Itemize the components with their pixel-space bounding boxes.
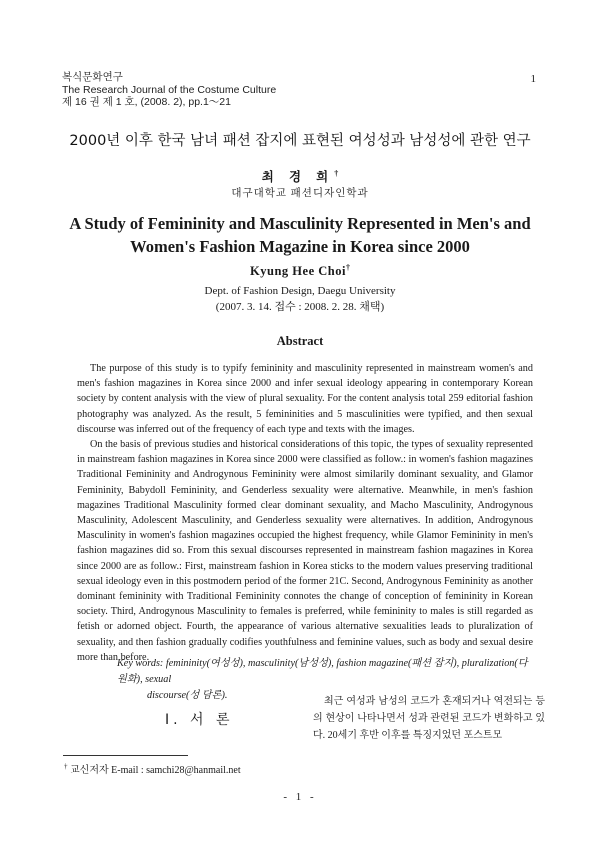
abstract-heading: Abstract [276, 334, 324, 348]
journal-name-en: The Research Journal of the Costume Culture [62, 83, 277, 96]
footnote [64, 761, 241, 776]
author-english [0, 263, 600, 279]
keywords-line2: discourse(성 담론). [147, 690, 228, 701]
title-english-line1: A Study of Femininity and Masculinity Represented in Men's and [69, 214, 531, 233]
title-english-line2: Women's Fashion Magazine in Korea since 2000 [130, 237, 470, 256]
footnote-mark: † [64, 762, 68, 771]
author-mark-kr: † [334, 168, 339, 178]
received-accepted-dates: (2007. 3. 14. 접수 : 2008. 2. 28. 채택) [215, 301, 385, 313]
affiliation-korean: 대구대학교 패션디자인학과 [231, 188, 369, 199]
footnote-text: 교신저자 E-mail : samchi28@hanmail.net [70, 765, 241, 776]
body-text-korean [313, 693, 545, 744]
affiliation-english: Dept. of Fashion Design, Daegu University [204, 285, 396, 297]
keywords-line1: Key words: femininity(여성성), masculinity(남성성), fashion magazine(패션 잡지), pluralization(다원화), sexual [117, 658, 528, 685]
footnote-rule [63, 755, 188, 756]
journal-name-kr: 복식문화연구 [62, 71, 123, 83]
title-english [0, 212, 600, 258]
section-heading-introduction: I. 서 론 [165, 712, 234, 728]
page-number-top: 1 [530, 73, 536, 85]
abstract-paragraph-1: The purpose of this study is to typify femininity and masculinity represented in mainstream women's and men's fashion magazines in Korea since 2000 and infer sexual ideology appearing in contemporary Korean society by content analysis with the view of plural sexuality. For the content analysis total 259 editorial fashion photography was analyzed. As the result, 5 femininities and 5 masculinities were typified, and then sexual discourse was inferred out of the frequency of each type and texts with the images. [77, 363, 533, 435]
author-mark-en: † [345, 263, 350, 272]
page-number-bottom: - 1 - [283, 791, 317, 803]
author-korean-name: 최 경 희 [261, 170, 335, 184]
abstract-paragraph-2: On the basis of previous studies and historical considerations of this topic, the types of sexuality represented in mainstream fashion magazines in Korea since 2000 were classified as follow.: in women's fashion magazines Traditional Femininity and Androgynous Femininity were almost similarily dominant sexuality, and Glamor Femininity, Babydoll Femininity, and Genderless sexuality were alternative. Meanwhile, in men's fashion magazines Traditional Masculinity formed clear dominant sexuality, and Macho Masculinity, Androgynous Masculinity, Adolescent Masculinity, and Genderless sexuality were alternatives. In addition, Androgynous Masculinity in women's fashion magazines occupied the highest frequency, while Glamor Femininity in men's fashion magazines did so. From this sexual discourses represented in mainstream fashion magazines in Korea since 2000 are as follow.: First, mainstream fashion in Korea sticks to the modern values preserving traditional sexual ideology even in this postmodern period of the former 21C. Second, Androgynous Femininity as another dominant femininity with Traditional Femininity connotes the change of conception of femininity in Korean society. Third, Androgynous Masculinity to females is preferred, while femininity to males is still regarded as fetish or adorned object. Fourth, the appearance of various alternative sexualities leads to pluralization of sexuality, and then fashion gradually codifies youthfulness and feminine values, such as body and sexual desire more than before. [77, 439, 533, 663]
affiliation-english-block [0, 283, 600, 315]
author-english-name: Kyung Hee Choi [250, 264, 346, 279]
author-korean [0, 167, 600, 185]
body-paragraph: 최근 여성과 남성의 코드가 혼재되거나 역전되는 등의 현상이 나타나면서 성과 관련된 코드가 변화하고 있다. 20세기 후반 이후를 특징지었던 포스트모 [313, 696, 545, 741]
journal-volume: 제 16 권 제 1 호, (2008. 2), pp.1～21 [62, 96, 231, 108]
abstract-body [77, 361, 533, 665]
journal-info [62, 71, 276, 109]
title-korean: 2000년 이후 한국 남녀 패션 잡지에 표현된 여성성과 남성성에 관한 연구 [69, 133, 531, 149]
